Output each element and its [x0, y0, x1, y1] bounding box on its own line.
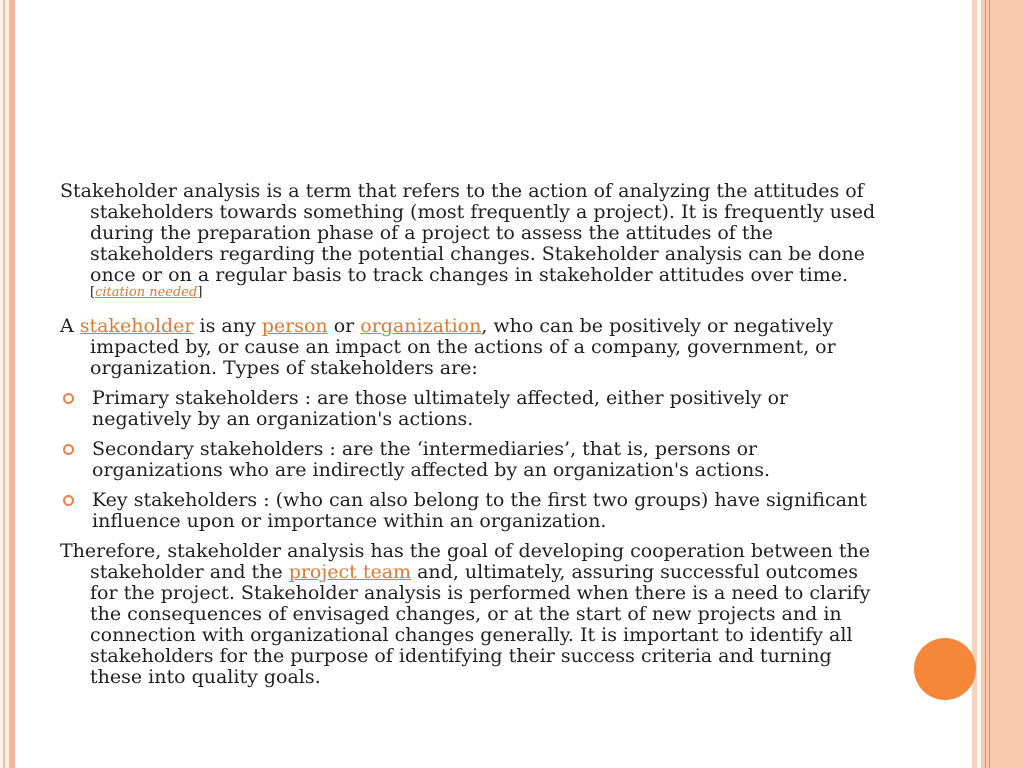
citation-needed-link[interactable]: citation needed: [95, 285, 198, 300]
citation-bracket-close: ]: [197, 285, 203, 300]
paragraph-text: , who can be positively or negatively impacted by, or cause an impact on the actions of a company, government, or organization. Types of stakeholders are:: [90, 315, 836, 379]
citation-bracket-open: [: [90, 285, 96, 300]
slide-text-block: [60, 181, 882, 697]
paragraph-stakeholder-definition: [60, 181, 882, 307]
paragraph-text: or: [327, 315, 361, 337]
bullet-secondary-stakeholders: [60, 439, 882, 481]
bullet-circle-icon: [63, 444, 74, 455]
right-band-decoration: [972, 0, 1024, 768]
paragraph-analysis-goal: [60, 541, 882, 688]
stakeholder-types-list: [60, 388, 882, 532]
paragraph-text: and, ultimately, assuring successful outcomes for the project. Stakeholder analysis is performed when there is a need to clarify the consequences of envisaged changes, or at the start of new projects and in connection with organizational changes generally. It is important to identify all stakeholders for the purpose of identifying their success criteria and turning these into quality goals.: [90, 561, 871, 688]
paragraph-text: A: [60, 315, 80, 337]
organization-link[interactable]: organization: [360, 315, 482, 337]
bullet-primary-stakeholders: [60, 388, 882, 430]
paragraph-text: Stakeholder analysis is a term that refers to the action of analyzing the attitudes of stakeholders towards something (most frequently a project). It is frequently used during the preparation phase of a project to assess the attitudes of the stakeholders regarding the potential changes. Stakeholder analysis can be done once or on a regular basis to track changes in stakeholder attitudes over time.: [60, 180, 876, 286]
project-team-link[interactable]: project team: [288, 561, 412, 583]
bullet-text: Primary stakeholders : are those ultimately affected, either positively or negatively by an organization's actions.: [92, 387, 789, 430]
left-stripe-decoration: [0, 0, 16, 768]
citation-superscript: [90, 285, 202, 300]
bullet-circle-icon: [63, 393, 74, 404]
bullet-key-stakeholders: [60, 490, 882, 532]
stakeholder-link[interactable]: stakeholder: [79, 315, 194, 337]
bullet-text: Secondary stakeholders : are the ‘intermediaries’, that is, persons or organizations who are indirectly affected by an organization's actions.: [92, 438, 771, 481]
person-link[interactable]: person: [261, 315, 328, 337]
bullet-text: Key stakeholders : (who can also belong to the first two groups) have significant influence upon or importance within an organization.: [92, 489, 867, 532]
paragraph-text: Therefore, stakeholder analysis has the goal of developing cooperation between the stakeholder and the: [60, 540, 871, 583]
paragraph-text: is any: [193, 315, 262, 337]
orange-circle-decoration: [914, 638, 976, 700]
bullet-circle-icon: [63, 495, 74, 506]
paragraph-stakeholder-types-intro: [60, 316, 882, 379]
